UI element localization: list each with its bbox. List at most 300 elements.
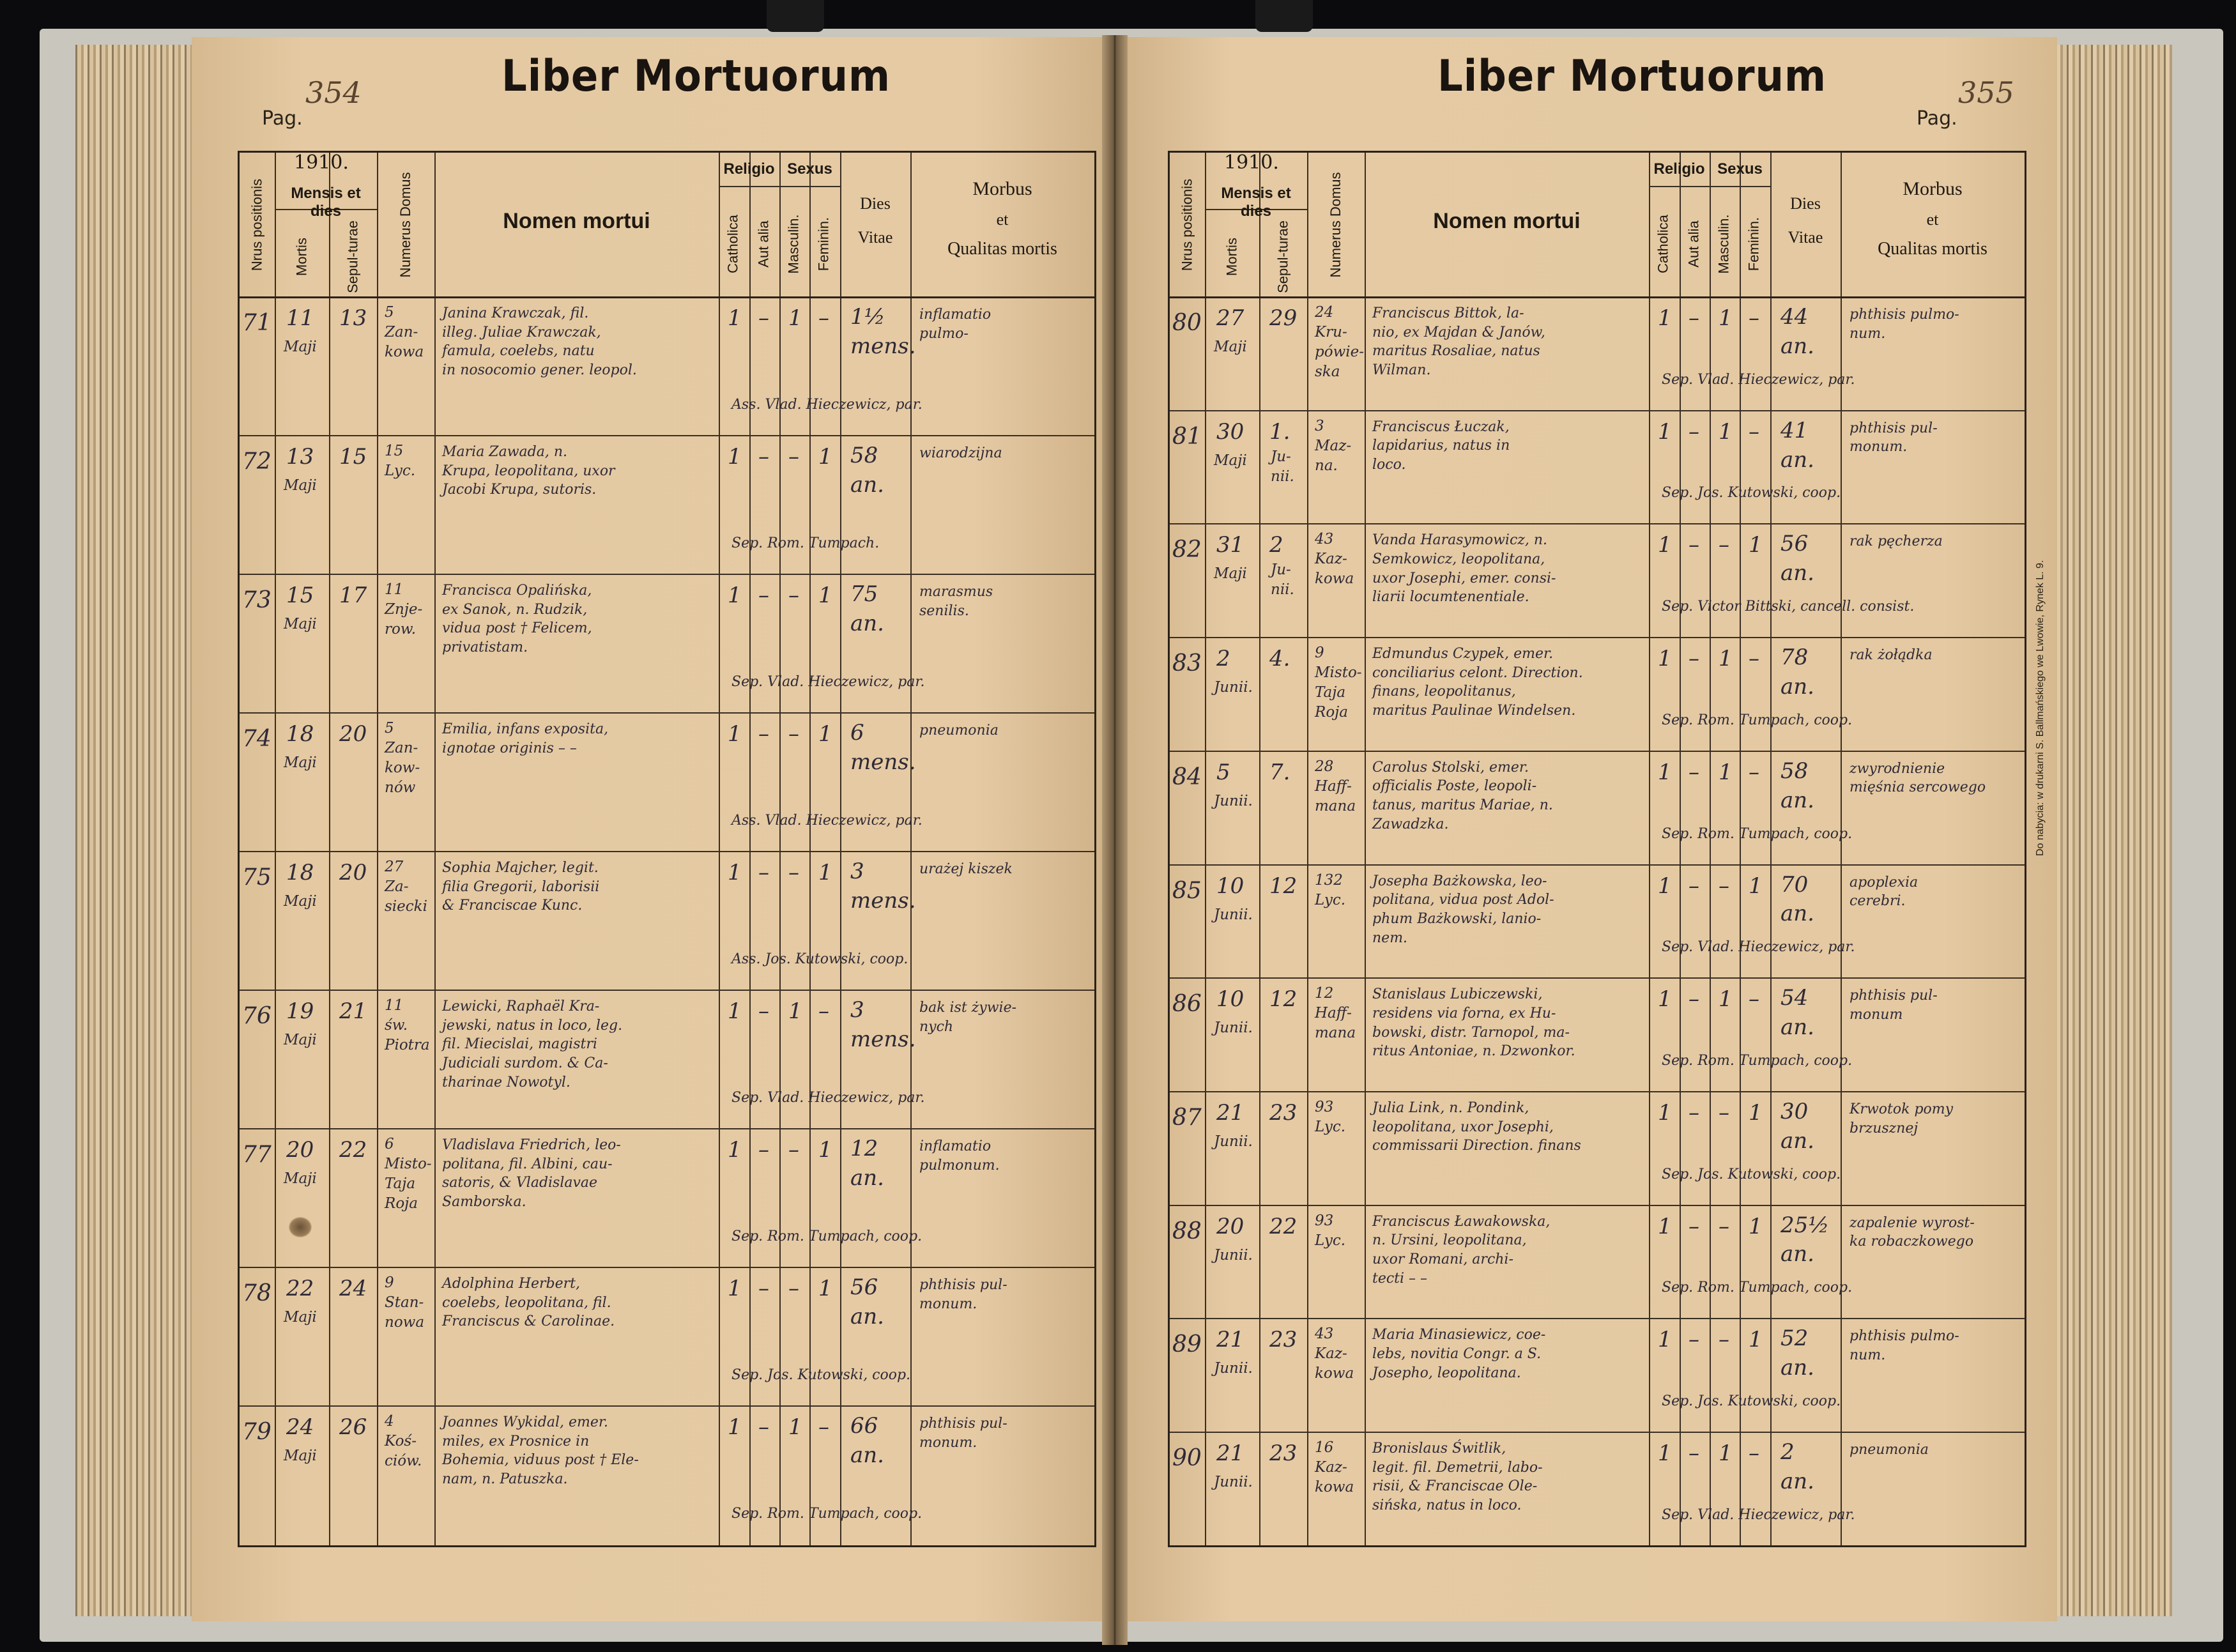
feminin-mark: – — [1749, 1441, 1759, 1466]
masculin-mark: – — [1719, 532, 1729, 558]
feminin-mark: – — [1749, 646, 1759, 672]
column-rule — [1307, 153, 1308, 1545]
column-rule — [275, 153, 276, 1545]
officiant-signature: Sep. Rom. Tumpach, coop. — [1662, 712, 1853, 728]
feminin-mark: 1 — [1749, 873, 1763, 899]
catholica-mark: 1 — [728, 1276, 742, 1301]
aut-alia-mark: – — [758, 860, 769, 885]
column-rule — [1680, 153, 1681, 1545]
death-month: Junii. — [1214, 1133, 1253, 1150]
col-qualitas: Qualitas mortis — [1878, 239, 1987, 259]
column-rule — [840, 153, 841, 1545]
death-month: Maji — [1214, 339, 1247, 355]
death-month: Maji — [284, 339, 317, 355]
row-rule — [1170, 523, 2025, 524]
catholica-mark: 1 — [1658, 305, 1672, 331]
deceased-entry: Vladislava Friedrich, leo- politana, fil. Albini, cau- satoris, & Vladislavae Samborska. — [442, 1137, 621, 1211]
house-number: 5 Zan- kow- nów — [385, 720, 420, 797]
aut-alia-mark: – — [1688, 986, 1699, 1013]
col-catholica: Catholica — [1655, 215, 1671, 273]
death-day: 21 — [1216, 1327, 1244, 1353]
col-feminin: Feminin. — [1745, 217, 1762, 272]
burial-day: 29 — [1269, 305, 1298, 331]
catholica-mark: 1 — [1658, 759, 1672, 785]
row-rule — [1170, 1205, 2025, 1206]
deceased-entry: Emilia, infans exposita, ignotae originis – – — [442, 721, 609, 756]
death-month: Junii. — [1214, 906, 1253, 923]
death-month: Junii. — [1214, 1246, 1253, 1264]
house-number: 4 Koś- ciów. — [385, 1413, 422, 1470]
age: 6 mens. — [850, 720, 916, 775]
column-rule — [329, 153, 330, 1545]
officiant-signature: Sep. Jos. Kutowski, coop. — [731, 1367, 911, 1383]
catholica-mark: 1 — [728, 721, 742, 747]
catholica-mark: 1 — [1658, 418, 1672, 445]
row-rule — [1170, 751, 2025, 752]
aut-alia-mark: – — [1688, 1327, 1699, 1353]
cause-of-death: phthisis pul- monum. — [919, 1277, 1007, 1312]
catholica-mark: 1 — [1658, 646, 1672, 672]
cause-of-death: inflamatio pulmo- — [919, 307, 992, 342]
cause-of-death: phthisis pul- monum. — [919, 1416, 1007, 1451]
aut-alia-mark: – — [1688, 1099, 1699, 1126]
catholica-mark: 1 — [1658, 986, 1672, 1013]
aut-alia-mark: – — [758, 1137, 769, 1163]
house-number: 11 św. Piotra — [385, 997, 430, 1054]
house-number: 5 Zan- kowa — [385, 304, 424, 361]
burial-day: 23 — [1269, 1099, 1298, 1126]
column-rule — [1205, 153, 1206, 1545]
death-month: Maji — [284, 1448, 317, 1464]
entry-number: 73 — [242, 587, 272, 613]
col-aut-alia: Aut alia — [755, 220, 772, 268]
aut-alia-mark: – — [758, 721, 769, 747]
col-sexus: Sexus — [787, 160, 832, 178]
officiant-signature: Sep. Vlad. Hieczewicz, par. — [1662, 371, 1855, 388]
deceased-entry: Edmundus Czypek, emer. conciliarius celont. Direction. finans, leopolitanus, maritus Paulinae Windelsen. — [1372, 646, 1583, 719]
row-rule — [1170, 1318, 2025, 1319]
feminin-mark: – — [818, 1414, 829, 1440]
burial-day: 22 — [339, 1137, 367, 1163]
cause-of-death: zapalenie wyrost- ka robaczkowego — [1849, 1214, 1975, 1250]
catholica-mark: 1 — [728, 1137, 742, 1163]
column-rule — [809, 153, 811, 1545]
feminin-mark: 1 — [818, 1137, 832, 1163]
officiant-signature: Sep. Vlad. Hieczewicz, par. — [1662, 939, 1855, 956]
feminin-mark: 1 — [1749, 1099, 1763, 1126]
col-mortis: Mortis — [1223, 238, 1240, 276]
death-day: 30 — [1216, 418, 1244, 445]
burial-day: 4. — [1269, 646, 1290, 672]
burial-day: 22 — [1269, 1213, 1298, 1239]
col-qualitas: Qualitas mortis — [947, 239, 1057, 259]
catholica-mark: 1 — [728, 860, 742, 885]
feminin-mark: – — [1749, 418, 1759, 445]
officiant-signature: Sep. Rom. Tumpach. — [731, 535, 880, 551]
col-nrus: Nrus positionis — [249, 178, 265, 272]
deceased-entry: Lewicki, Raphaël Kra- jewski, natus in loco, leg. fil. Miecislai, magistri Judiciali surdom. & Ca- tharinae Nowotyl. — [442, 998, 623, 1090]
catholica-mark: 1 — [728, 444, 742, 470]
death-month: Junii. — [1214, 1360, 1253, 1377]
entry-number: 83 — [1172, 650, 1202, 677]
age: 70 an. — [1780, 871, 1814, 927]
column-rule — [719, 153, 720, 1545]
feminin-mark: 1 — [818, 583, 832, 608]
house-number: 27 Za- siecki — [385, 859, 427, 915]
feminin-mark: – — [818, 305, 829, 331]
book-spine — [1102, 35, 1128, 1645]
catholica-mark: 1 — [1658, 873, 1672, 899]
entry-number: 76 — [242, 1003, 272, 1029]
col-masculin: Masculin. — [1715, 214, 1732, 274]
death-day: 11 — [286, 305, 314, 331]
cause-of-death: rak pęcherza — [1849, 533, 1943, 550]
death-month: Maji — [284, 477, 317, 494]
page-number-left: 354 — [305, 75, 362, 110]
feminin-mark: 1 — [818, 1276, 832, 1301]
feminin-mark: 1 — [1749, 1213, 1763, 1239]
column-rule — [749, 153, 751, 1545]
aut-alia-mark: – — [758, 444, 769, 470]
col-nrus: Nrus positionis — [1179, 178, 1195, 272]
age: 3 mens. — [850, 859, 916, 914]
catholica-mark: 1 — [1658, 1441, 1672, 1466]
aut-alia-mark: – — [1688, 646, 1699, 672]
entry-number: 72 — [242, 448, 272, 475]
row-rule — [240, 1405, 1094, 1407]
catholica-mark: 1 — [728, 305, 742, 331]
catholica-mark: 1 — [1658, 1099, 1672, 1126]
burial-day: 12 — [1269, 986, 1298, 1013]
row-rule — [1170, 864, 2025, 866]
house-number: 6 Misto- Taja Roja — [385, 1136, 432, 1212]
entry-number: 84 — [1172, 763, 1202, 790]
masculin-mark: – — [1719, 873, 1729, 899]
masculin-mark: 1 — [1719, 305, 1733, 331]
masculin-mark: 1 — [1719, 1441, 1733, 1466]
entry-number: 88 — [1172, 1218, 1202, 1244]
entry-number: 81 — [1172, 423, 1202, 450]
deceased-entry: Maria Zawada, n. Krupa, leopolitana, uxor Jacobi Krupa, sutoris. — [442, 444, 615, 498]
feminin-mark: – — [1749, 986, 1759, 1013]
year-label: 1910. — [294, 151, 349, 174]
column-rule — [1841, 153, 1842, 1545]
masculin-mark: – — [788, 1137, 799, 1163]
age: 58 an. — [850, 443, 884, 498]
house-number: 9 Misto- Taja Roja — [1315, 645, 1362, 721]
col-vitae: Vitae — [857, 228, 893, 247]
death-day: 2 — [1216, 646, 1230, 672]
masculin-mark: 1 — [788, 998, 802, 1024]
entry-number: 87 — [1172, 1104, 1202, 1131]
catholica-mark: 1 — [728, 998, 742, 1024]
col-nomen: Nomen mortui — [1433, 209, 1581, 233]
col-masculin: Masculin. — [785, 214, 802, 274]
masculin-mark: 1 — [788, 305, 802, 331]
burial-day: 1. — [1269, 418, 1290, 445]
burial-day: 12 — [1269, 873, 1298, 899]
deceased-entry: Janina Krawczak, fil. illeg. Juliae Krawczak, famula, coelebs, natu in nosocomio gener. leopol. — [442, 305, 637, 379]
death-month: Junii. — [1214, 679, 1253, 696]
cause-of-death: zwyrodnienie mięśnia sercowego — [1849, 760, 1986, 796]
cause-of-death: bak ist żywie- nych — [919, 1000, 1017, 1035]
age: 66 an. — [850, 1413, 884, 1468]
death-month: Maji — [284, 1309, 317, 1326]
entry-number: 71 — [242, 310, 272, 336]
age: 75 an. — [850, 581, 884, 636]
column-rule — [1649, 153, 1650, 1545]
col-mortis: Mortis — [293, 238, 310, 276]
officiant-signature: Sep. Jos. Kutowski, coop. — [1662, 1166, 1841, 1182]
masculin-mark: – — [788, 583, 799, 608]
death-day: 18 — [286, 860, 314, 885]
feminin-mark: 1 — [818, 721, 832, 747]
aut-alia-mark: – — [1688, 418, 1699, 445]
age: 3 mens. — [850, 997, 916, 1052]
burial-day: 13 — [339, 305, 367, 331]
deceased-entry: Franciscus Łuczak, lapidarius, natus in loco. — [1372, 418, 1510, 473]
entry-number: 86 — [1172, 991, 1202, 1018]
cause-of-death: wiarodzijna — [919, 445, 1002, 461]
age: 54 an. — [1780, 985, 1814, 1041]
cause-of-death: inflamatio pulmonum. — [919, 1138, 1000, 1174]
age: 44 an. — [1780, 304, 1814, 359]
deceased-entry: Franciscus Bittok, la- nio, ex Majdan & Janów, maritus Rosaliae, natus Wilman. — [1372, 305, 1545, 379]
col-et: et — [1926, 210, 1939, 229]
officiant-signature: Sep. Rom. Tumpach, coop. — [1662, 825, 1853, 842]
row-rule — [1170, 637, 2025, 638]
header-rule — [240, 296, 1094, 298]
header-rule — [1170, 296, 2025, 298]
house-number: 9 Stan- nowa — [385, 1274, 425, 1331]
cause-of-death: Krwotok pomy brzusznej — [1849, 1101, 1954, 1136]
officiant-signature: Ass. Vlad. Hieczewicz, par. — [731, 397, 923, 413]
age: 56 an. — [850, 1274, 884, 1329]
entry-number: 77 — [242, 1142, 272, 1168]
house-number: 24 Kru- pówie- ska — [1315, 304, 1364, 381]
age: 56 an. — [1780, 531, 1814, 586]
masculin-mark: – — [788, 444, 799, 470]
column-rule — [1770, 153, 1772, 1545]
col-religio: Religio — [1653, 160, 1705, 178]
burial-month: Ju- nii. — [1271, 448, 1294, 485]
death-day: 19 — [286, 998, 314, 1024]
column-rule — [910, 153, 912, 1545]
house-number: 93 Lyc. — [1315, 1212, 1346, 1249]
death-day: 15 — [286, 583, 314, 608]
officiant-signature: Ass. Vlad. Hieczewicz, par. — [731, 813, 923, 829]
ink-stain — [289, 1217, 312, 1237]
age: 30 an. — [1780, 1098, 1814, 1154]
pag-label-right: Pag. — [1917, 107, 1957, 130]
masculin-mark: – — [788, 1276, 799, 1301]
entry-number: 78 — [242, 1280, 272, 1306]
masculin-mark: – — [1719, 1099, 1729, 1126]
deceased-entry: Joannes Wykidal, emer. miles, ex Prosnice in Bohemia, viduus post † Ele- nam, n. Patuszka. — [442, 1414, 639, 1488]
ledger-table-right — [1168, 151, 2026, 1547]
catholica-mark: 1 — [728, 1414, 742, 1440]
column-rule — [1740, 153, 1741, 1545]
officiant-signature: Sep. Rom. Tumpach, coop. — [1662, 1280, 1853, 1296]
col-dies: Dies — [1790, 194, 1821, 213]
deceased-entry: Francisca Opalińska, ex Sanok, n. Rudzik, vidua post † Felicem, privatistam. — [442, 583, 592, 656]
deceased-entry: Franciscus Ławakowska, n. Ursini, leopolitana, uxor Romani, archi- tecti – – — [1372, 1213, 1551, 1287]
cause-of-death: rak żołądka — [1849, 647, 1933, 664]
feminin-mark: – — [1749, 759, 1759, 785]
masculin-mark: – — [1719, 1327, 1729, 1353]
cause-of-death: phthisis pulmo- num. — [1849, 1328, 1959, 1363]
pag-label-left: Pag. — [262, 107, 303, 130]
aut-alia-mark: – — [1688, 759, 1699, 785]
house-number: 132 Lyc. — [1315, 871, 1346, 908]
burial-day: 23 — [1269, 1327, 1298, 1353]
house-number: 15 Lyc. — [385, 443, 416, 480]
burial-month: Ju- nii. — [1271, 562, 1294, 599]
age: 78 an. — [1780, 645, 1814, 700]
cause-of-death: apoplexia cerebri. — [1849, 874, 1918, 910]
column-rule — [1259, 153, 1260, 1545]
deceased-entry: Maria Minasiewicz, coe- lebs, novitia Congr. a S. Josepho, leopolitana. — [1372, 1327, 1546, 1381]
age: 41 an. — [1780, 417, 1814, 473]
death-day: 31 — [1216, 532, 1244, 558]
cause-of-death: phthisis pulmo- num. — [1849, 307, 1959, 342]
feminin-mark: 1 — [1749, 1327, 1763, 1353]
printer-note: Do nabycia: w drukarni S. Ballmańskiego we Lwowie, Rynek L. 9. — [2035, 560, 2046, 856]
feminin-mark: 1 — [1749, 532, 1763, 558]
officiant-signature: Sep. Victor Bittski, cancell. consist. — [1662, 599, 1915, 615]
col-nomen: Nomen mortui — [503, 209, 650, 233]
burial-day: 26 — [339, 1414, 367, 1440]
entry-number: 80 — [1172, 310, 1202, 336]
row-rule — [1170, 1091, 2025, 1092]
officiant-signature: Sep. Rom. Tumpach, coop. — [1662, 1052, 1853, 1069]
aut-alia-mark: – — [1688, 873, 1699, 899]
row-rule — [240, 1267, 1094, 1268]
aut-alia-mark: – — [758, 1276, 769, 1301]
col-religio: Religio — [723, 160, 775, 178]
masculin-mark: 1 — [788, 1414, 802, 1440]
death-day: 21 — [1216, 1441, 1244, 1466]
aut-alia-mark: – — [1688, 532, 1699, 558]
burial-day: 21 — [339, 998, 367, 1024]
entry-number: 75 — [242, 864, 272, 891]
entry-number: 79 — [242, 1419, 272, 1445]
entry-number: 89 — [1172, 1331, 1202, 1358]
row-rule — [240, 851, 1094, 852]
officiant-signature: Sep. Rom. Tumpach, coop. — [731, 1506, 923, 1522]
deceased-entry: Carolus Stolski, emer. officialis Poste, leopoli- tanus, maritus Mariae, n. Zawadzka. — [1372, 759, 1553, 832]
age: 2 an. — [1780, 1439, 1814, 1494]
burial-day: 7. — [1269, 759, 1290, 785]
col-sexus: Sexus — [1717, 160, 1763, 178]
aut-alia-mark: – — [1688, 305, 1699, 331]
col-aut-alia: Aut alia — [1685, 220, 1702, 268]
burial-day: 23 — [1269, 1441, 1298, 1466]
officiant-signature: Sep. Vlad. Hieczewicz, par. — [1662, 1506, 1855, 1523]
col-catholica: Catholica — [724, 215, 741, 273]
death-day: 13 — [286, 444, 314, 470]
binder-clip-right — [1255, 0, 1313, 32]
death-month: Maji — [284, 616, 317, 632]
masculin-mark: – — [788, 860, 799, 885]
catholica-mark: 1 — [1658, 532, 1672, 558]
masculin-mark: 1 — [1719, 759, 1733, 785]
masculin-mark: 1 — [1719, 986, 1733, 1013]
subheader-rule — [719, 186, 840, 187]
age: 12 an. — [850, 1136, 884, 1191]
age: 25½ an. — [1780, 1212, 1830, 1267]
death-day: 20 — [1216, 1213, 1244, 1239]
aut-alia-mark: – — [758, 1414, 769, 1440]
cause-of-death: marasmus senilis. — [919, 584, 993, 619]
house-number: 43 Kaz- kowa — [1315, 1326, 1354, 1382]
death-month: Maji — [284, 1032, 317, 1048]
death-month: Junii. — [1214, 1474, 1253, 1490]
column-rule — [1365, 153, 1366, 1545]
officiant-signature: Sep. Jos. Kutowski, coop. — [1662, 1393, 1841, 1409]
entry-number: 85 — [1172, 877, 1202, 904]
burial-day: 20 — [339, 721, 367, 747]
row-rule — [1170, 977, 2025, 979]
deceased-entry: Bronislaus Świtlik, legit. fil. Demetrii, labo- risii, & Franciscae Ole- sińska, natus in loco. — [1372, 1441, 1543, 1514]
page-title-right: Liber Mortuorum — [1437, 51, 1827, 102]
cause-of-death: pneumonia — [919, 723, 999, 738]
officiant-signature: Sep. Jos. Kutowski, coop. — [1662, 485, 1841, 501]
death-day: 10 — [1216, 986, 1244, 1013]
age: 1½ mens. — [850, 304, 916, 359]
death-day: 20 — [286, 1137, 314, 1163]
house-number: 93 Lyc. — [1315, 1098, 1346, 1135]
entry-number: 82 — [1172, 537, 1202, 563]
cause-of-death: pneumonia — [1849, 1442, 1929, 1458]
col-morbus: Morbus — [1903, 178, 1963, 199]
house-number: 16 Kaz- kowa — [1315, 1439, 1354, 1496]
age: 52 an. — [1780, 1326, 1814, 1381]
feminin-mark: – — [1749, 305, 1759, 331]
death-month: Maji — [284, 1170, 317, 1187]
col-domus: Numerus Domus — [397, 172, 413, 278]
row-rule — [240, 990, 1094, 991]
death-day: 24 — [286, 1414, 314, 1440]
col-mensis: Mensis et dies — [1221, 185, 1291, 220]
row-rule — [1170, 1432, 2025, 1433]
col-domus: Numerus Domus — [1328, 172, 1344, 278]
burial-day: 24 — [339, 1276, 367, 1301]
house-number: 28 Haff- mana — [1315, 758, 1356, 815]
house-number: 12 Haff- mana — [1315, 985, 1356, 1042]
masculin-mark: – — [788, 721, 799, 747]
binder-clip-left — [767, 0, 824, 32]
row-rule — [1170, 410, 2025, 411]
col-mensis: Mensis et dies — [291, 185, 361, 220]
age: 58 an. — [1780, 758, 1814, 813]
feminin-mark: 1 — [818, 860, 832, 885]
row-rule — [240, 435, 1094, 436]
row-rule — [240, 1128, 1094, 1129]
aut-alia-mark: – — [1688, 1441, 1699, 1466]
ledger-table-left — [238, 151, 1096, 1547]
death-month: Junii. — [1214, 792, 1253, 809]
masculin-mark: – — [1719, 1213, 1729, 1239]
masculin-mark: 1 — [1719, 418, 1733, 445]
death-day: 10 — [1216, 873, 1244, 899]
col-et: et — [996, 210, 1009, 229]
deceased-entry: Stanislaus Lubiczewski, residens via forna, ex Hu- bowski, distr. Tarnopol, ma- ritus Antoniae, n. Dzwonkor. — [1372, 986, 1575, 1060]
column-rule — [377, 153, 378, 1545]
officiant-signature: Sep. Rom. Tumpach, coop. — [731, 1228, 923, 1244]
aut-alia-mark: – — [1688, 1213, 1699, 1239]
feminin-mark: 1 — [818, 444, 832, 470]
